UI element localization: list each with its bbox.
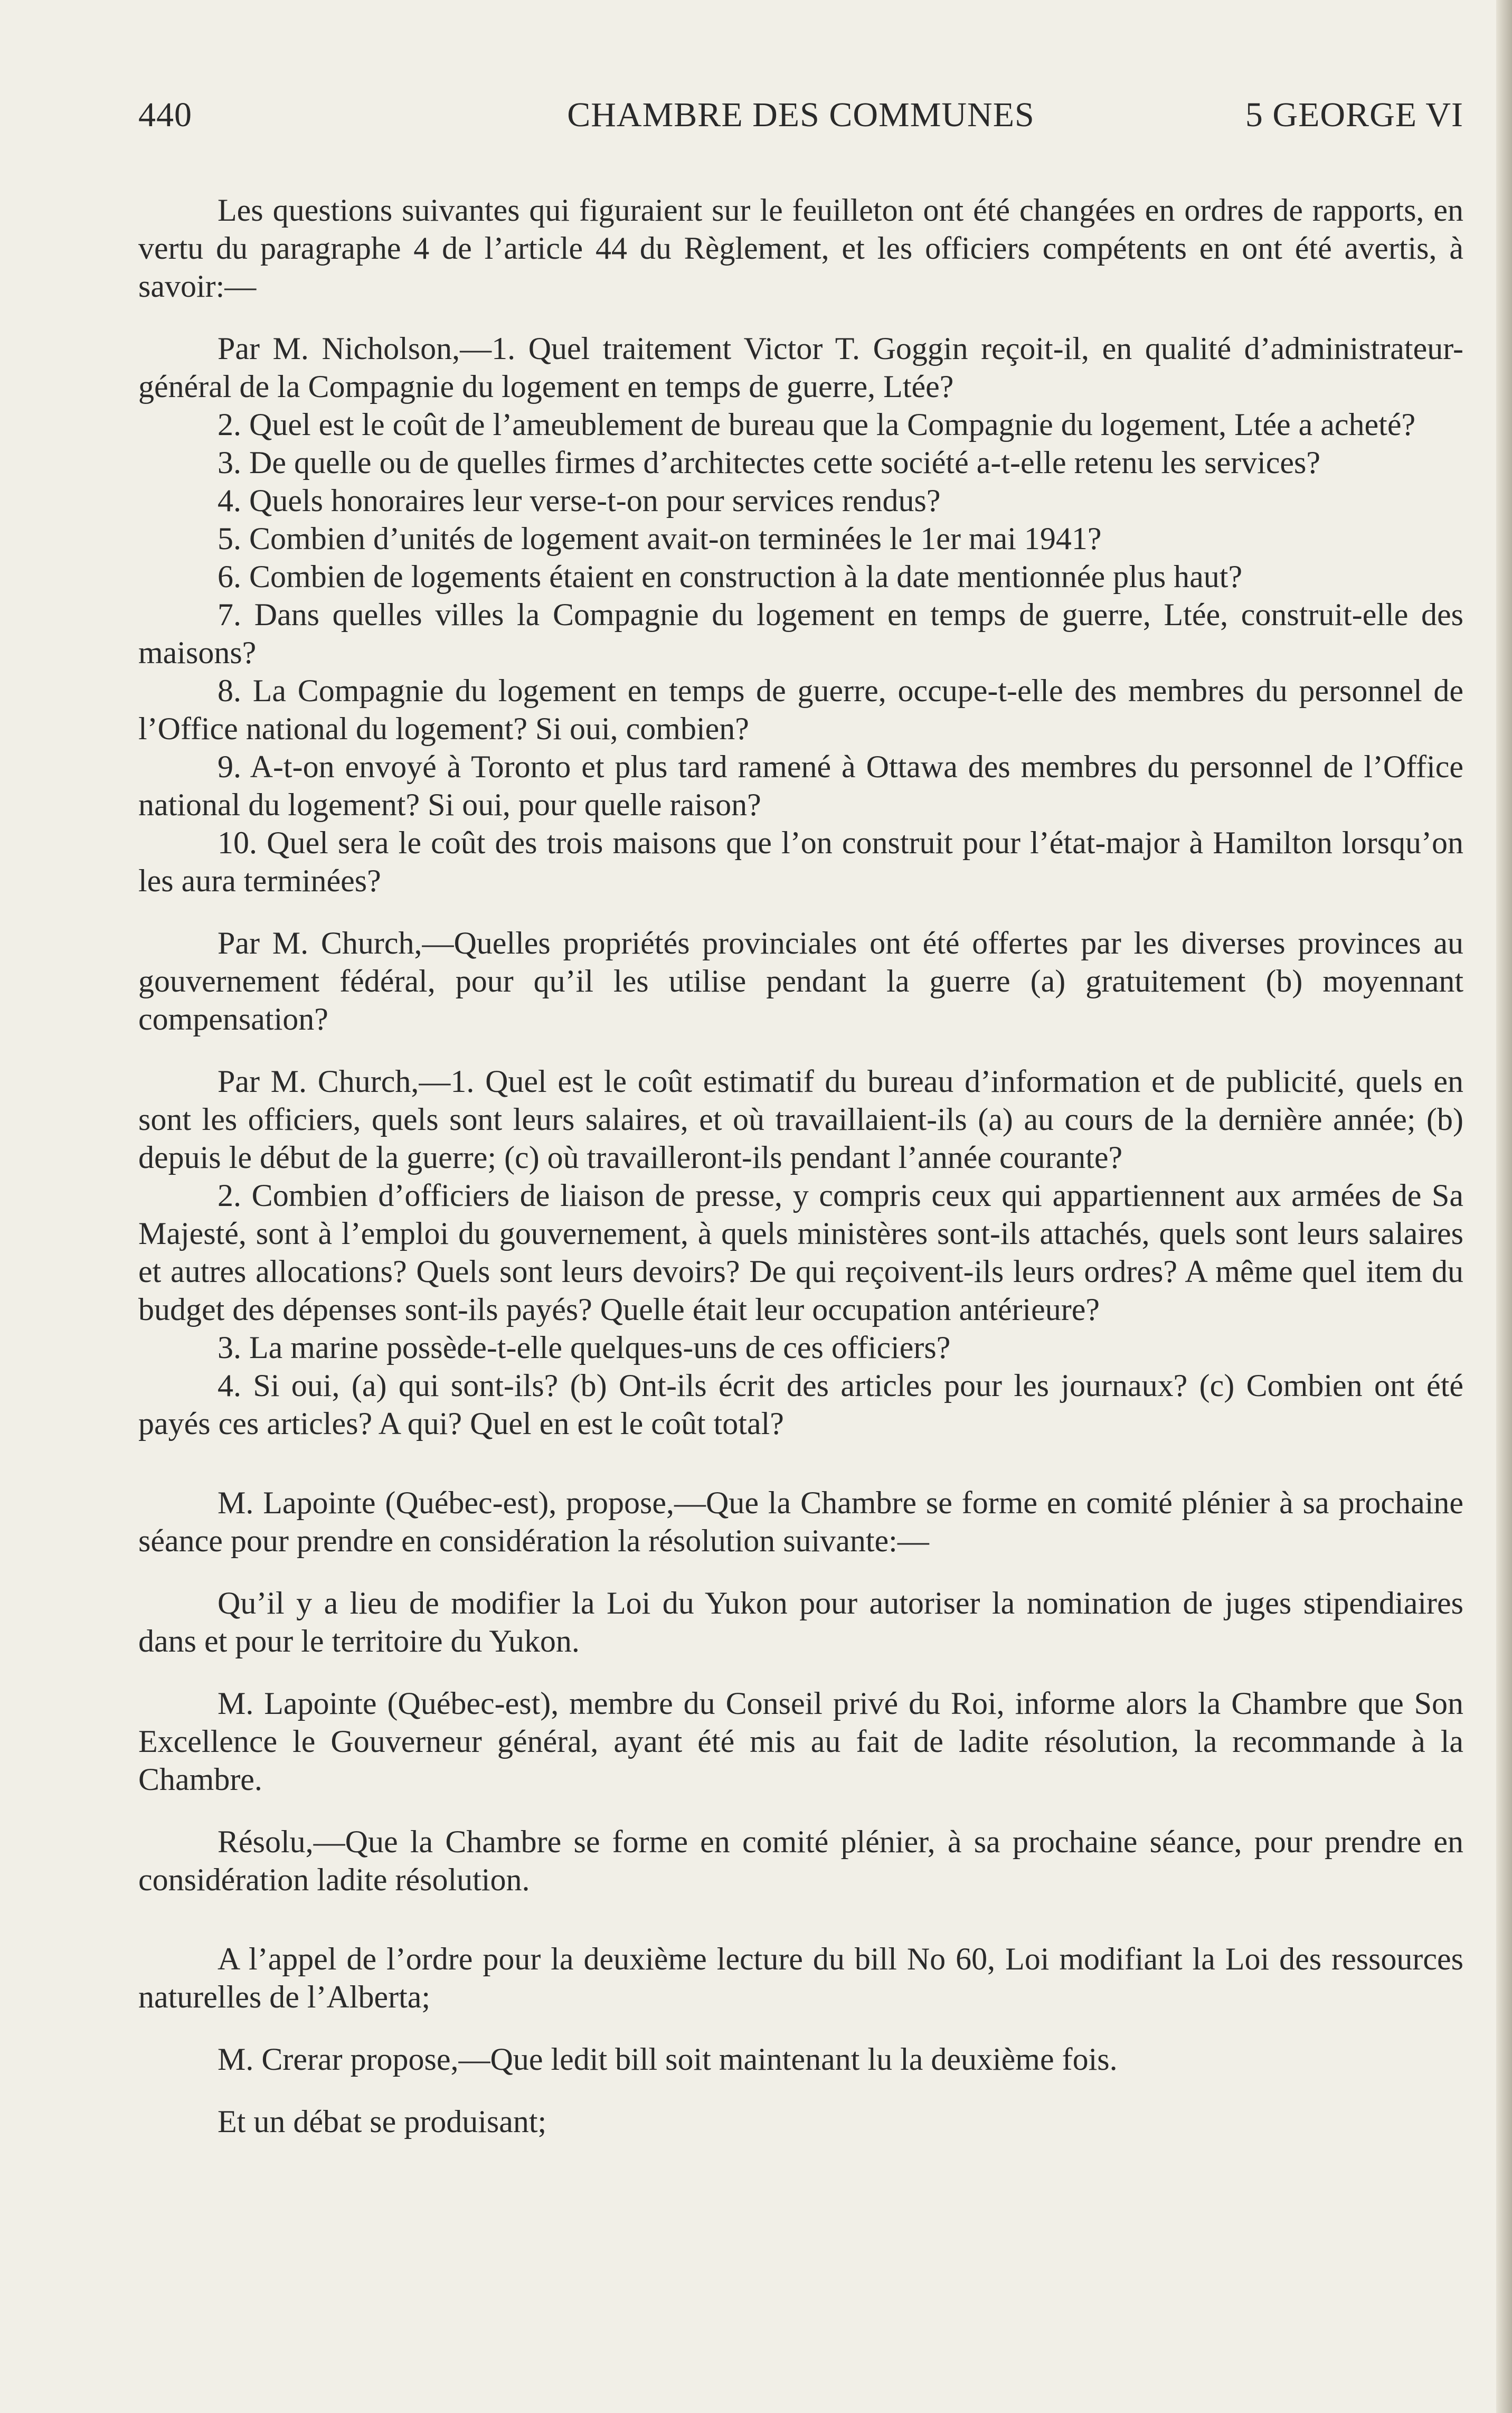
- paragraph-nicholson-q4: 4. Quels honoraires leur verse-t-on pour services rendus?: [218, 483, 941, 518]
- header-regnal-year: 5 GEORGE VI: [1245, 96, 1463, 134]
- paragraph-bill-60: A l’appel de l’ordre pour la deuxième lecture du bill No 60, Loi modifiant la Loi des ressources naturelles de l’Alberta;: [138, 1941, 1463, 2014]
- paragraph-church-q4: 4. Si oui, (a) qui sont-ils? (b) Ont-ils écrit des articles pour les journaux? (c) Combien ont été payés ces articles? A qui? Quel en est le coût total?: [138, 1368, 1463, 1441]
- page-number: 440: [138, 96, 192, 134]
- header-title: CHAMBRE DES COMMUNES: [567, 96, 1035, 134]
- paragraph-lapointe-recommendation: M. Lapointe (Québec-est), membre du Conseil privé du Roi, informe alors la Chambre que Son Excellence le Gouverneur général, ayant été mis au fait de ladite résolution, la recommande à la Chambre.: [138, 1686, 1463, 1797]
- running-header: [138, 95, 1463, 143]
- paragraph-lapointe-motion: M. Lapointe (Québec-est), propose,—Que la Chambre se forme en comité plénier à sa prochaine séance pour prendre en considération la résolution suivante:—: [138, 1485, 1463, 1558]
- paragraph-nicholson-q5: 5. Combien d’unités de logement avait-on terminées le 1er mai 1941?: [218, 521, 1102, 556]
- paragraph-church-q1: Par M. Church,—1. Quel est le coût estimatif du bureau d’information et de publicité, quels en sont les officiers, quels sont leurs salaires, et où travaillaient-ils (a) au cours de la dernière année; (b) depuis le début de la guerre; (c) où travailleront-ils pendant l’année courante?: [138, 1064, 1463, 1175]
- page-edge-shadow: [1496, 0, 1512, 2413]
- paragraph-nicholson-q7: 7. Dans quelles villes la Compagnie du logement en temps de guerre, Ltée, construit-elle des maisons?: [138, 597, 1463, 670]
- paragraph-crerar-motion: M. Crerar propose,—Que ledit bill soit maintenant lu la deuxième fois.: [218, 2042, 1118, 2077]
- paragraph-nicholson-q6: 6. Combien de logements étaient en construction à la date mentionnée plus haut?: [218, 559, 1243, 594]
- paragraph-debate: Et un débat se produisant;: [218, 2104, 547, 2139]
- paragraph-resolved: Résolu,—Que la Chambre se forme en comité plénier, à sa prochaine séance, pour prendre en considération ladite résolution.: [138, 1824, 1463, 1897]
- paragraph-intro: Les questions suivantes qui figuraient sur le feuilleton ont été changées en ordres de rapports, en vertu du paragraphe 4 de l’article 44 du Règlement, et les officiers compétents en ont été avertis, à savoir:—: [138, 193, 1463, 304]
- paragraph-nicholson-q3: 3. De quelle ou de quelles firmes d’architectes cette société a-t-elle retenu les services?: [218, 445, 1321, 480]
- paragraph-nicholson-q2: 2. Quel est le coût de l’ameublement de bureau que la Compagnie du logement, Ltée a acheté?: [218, 407, 1416, 442]
- paragraph-yukon-resolution: Qu’il y a lieu de modifier la Loi du Yukon pour autoriser la nomination de juges stipendiaires dans et pour le territoire du Yukon.: [138, 1586, 1463, 1658]
- paragraph-church-q3: 3. La marine possède-t-elle quelques-uns de ces officiers?: [218, 1330, 951, 1365]
- paragraph-nicholson-q1: Par M. Nicholson,—1. Quel traitement Victor T. Goggin reçoit-il, en qualité d’administrateur-général de la Compagnie du logement en temps de guerre, Ltée?: [138, 331, 1463, 404]
- paragraph-church-properties: Par M. Church,—Quelles propriétés provinciales ont été offertes par les diverses provinces au gouvernement fédéral, pour qu’il les utilise pendant la guerre (a) gratuitement (b) moyennant compensation?: [138, 926, 1463, 1036]
- paragraph-nicholson-q8: 8. La Compagnie du logement en temps de guerre, occupe-t-elle des membres du personnel de l’Office national du logement? Si oui, combien?: [138, 673, 1463, 746]
- paragraph-nicholson-q9: 9. A-t-on envoyé à Toronto et plus tard ramené à Ottawa des membres du personnel de l’Office national du logement? Si oui, pour quelle raison?: [138, 749, 1463, 822]
- body-text: [138, 191, 1463, 2141]
- paragraph-church-q2: 2. Combien d’officiers de liaison de presse, y compris ceux qui appartiennent aux armées de Sa Majesté, sont à l’emploi du gouvernement, à quels ministères sont-ils attachés, quels sont leurs salaires et autres allocations? Quels sont leurs devoirs? De qui reçoivent-ils leurs ordres? A même quel item du budget des dépenses sont-ils payés? Quelle était leur occupation antérieure?: [138, 1178, 1463, 1327]
- paragraph-nicholson-q10: 10. Quel sera le coût des trois maisons que l’on construit pour l’état-major à Hamilton lorsqu’on les aura terminées?: [138, 825, 1463, 898]
